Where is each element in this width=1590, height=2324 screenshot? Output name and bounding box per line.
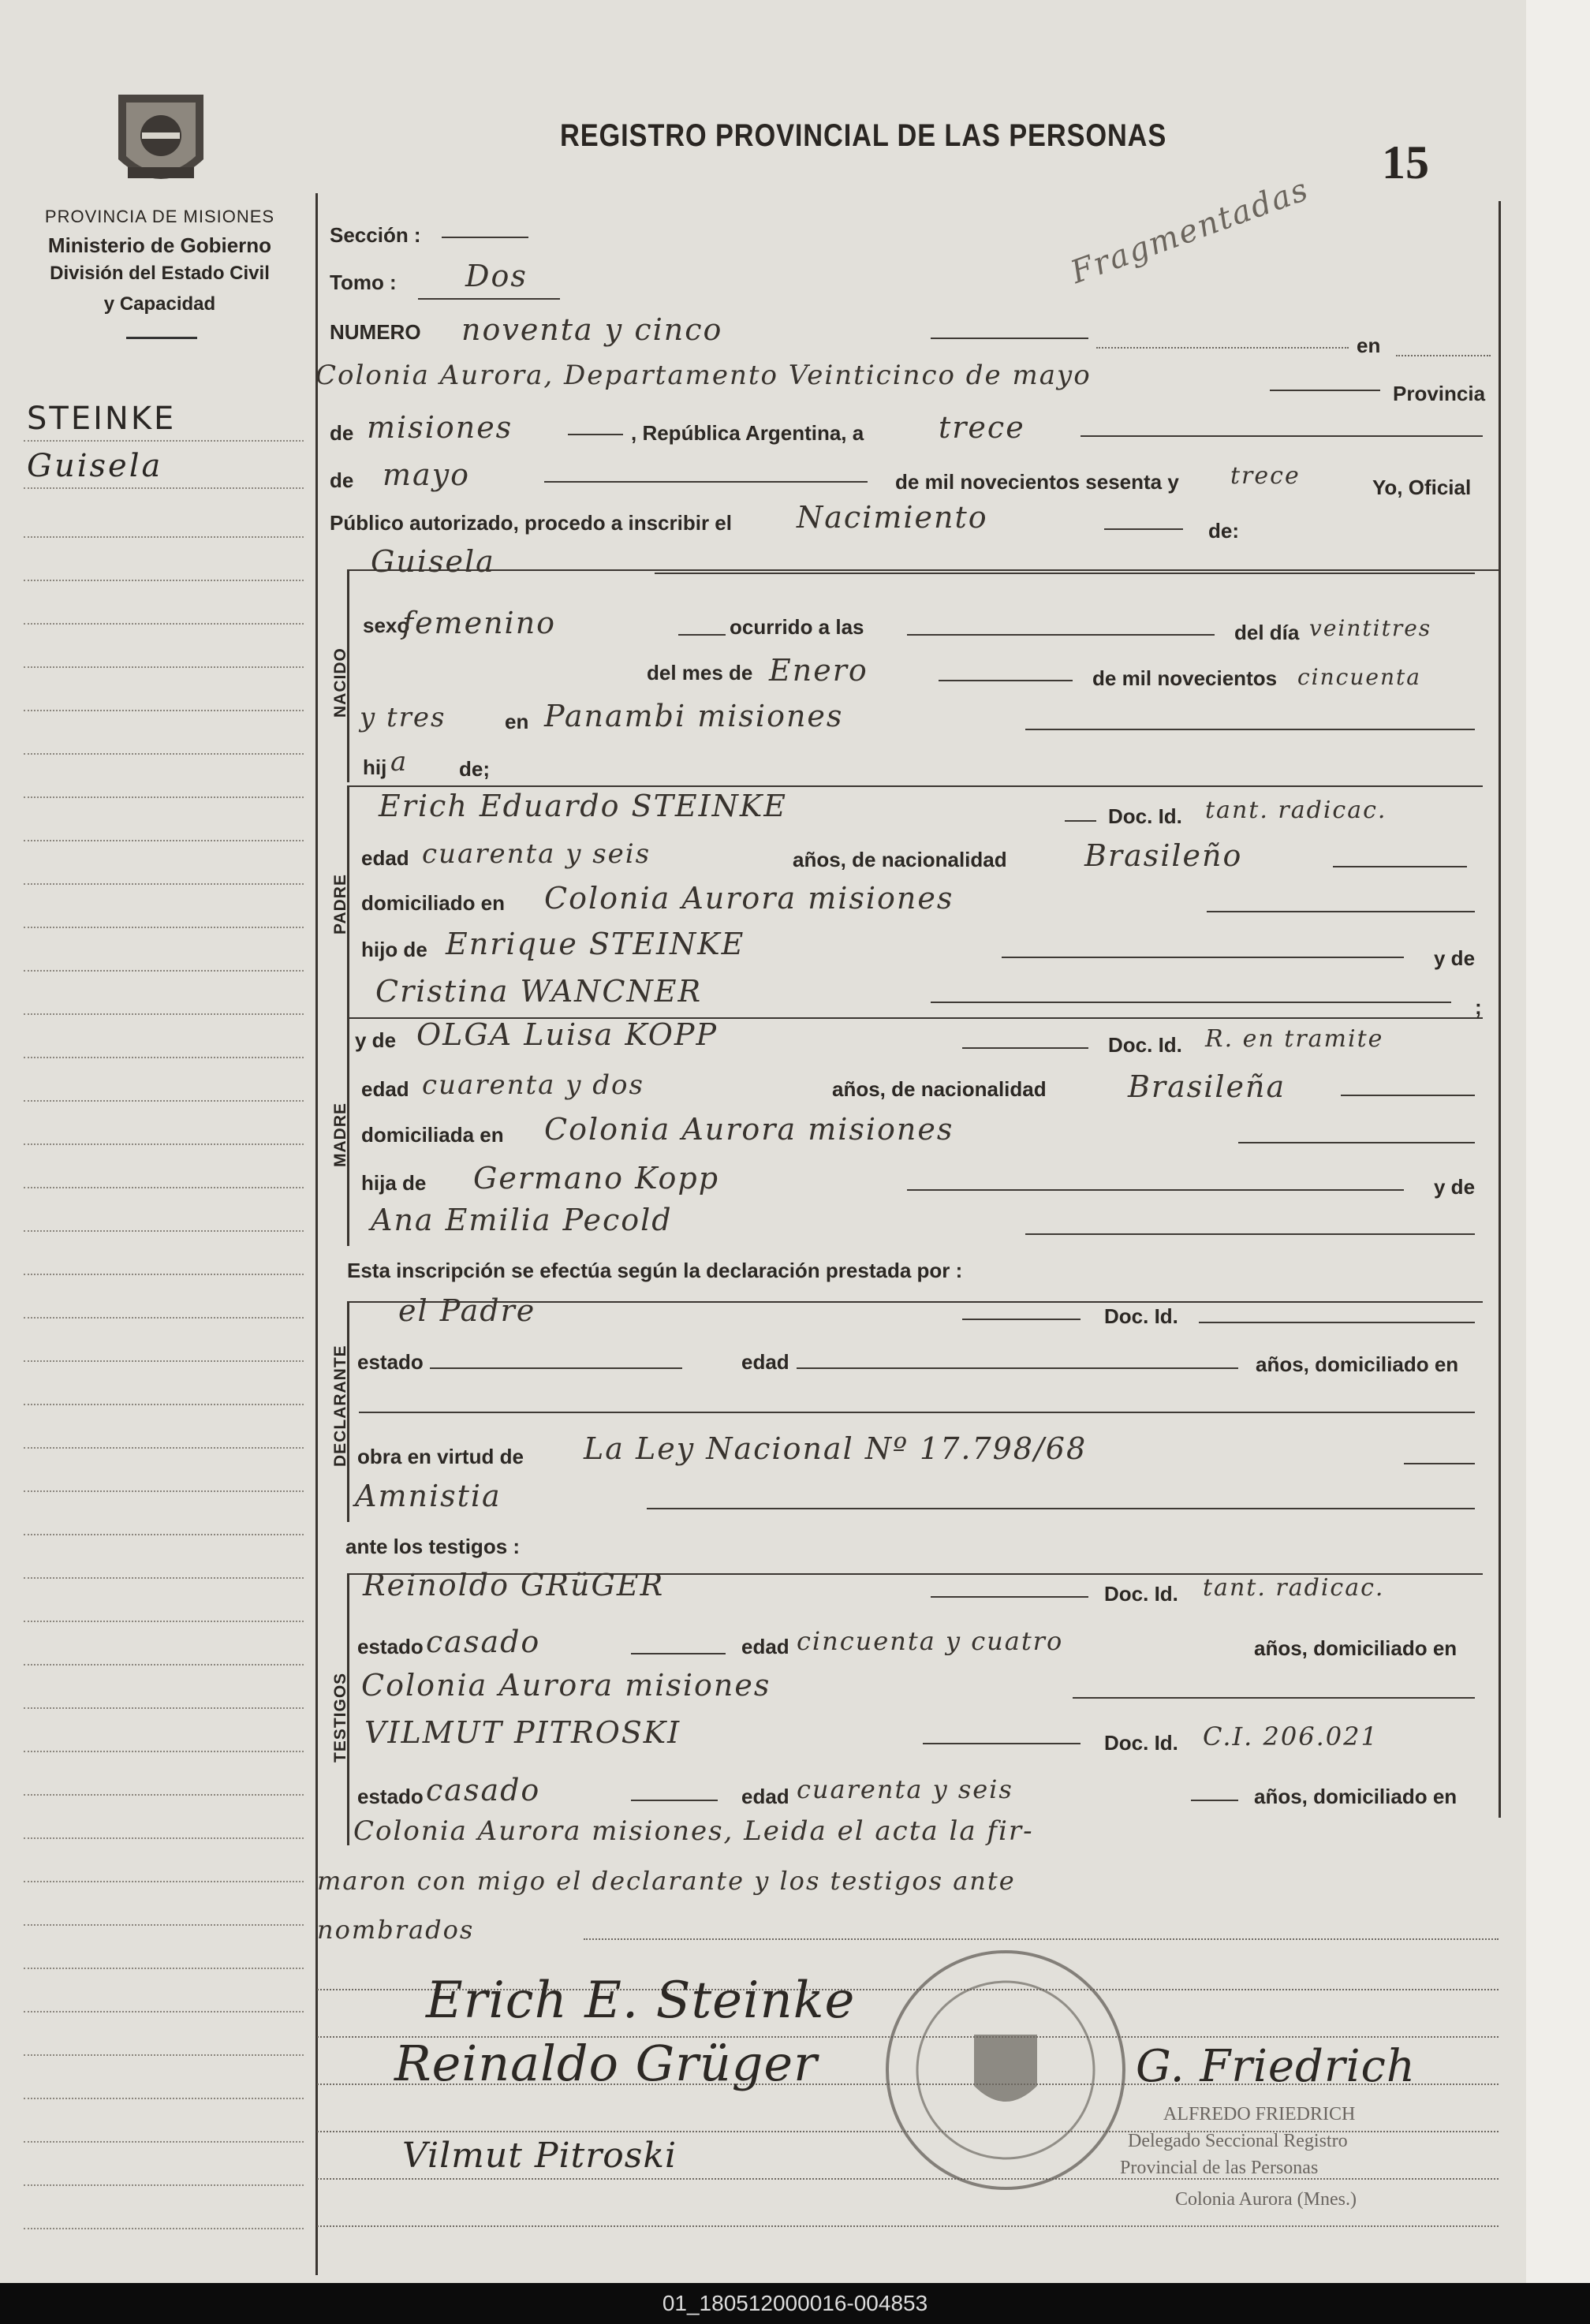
del-dia-label: del día bbox=[1234, 621, 1300, 644]
acto-value: Nacimiento bbox=[797, 500, 988, 535]
margin-line bbox=[24, 1447, 304, 1449]
seccion-line bbox=[442, 237, 528, 238]
padre-label: PADRE bbox=[331, 874, 349, 934]
margin-line bbox=[24, 2184, 304, 2186]
tomo-line bbox=[418, 298, 560, 300]
image-caption: 01_180512000016-004853 bbox=[662, 2291, 928, 2315]
en-dots bbox=[1396, 355, 1491, 356]
padre-nombre-dash bbox=[1065, 820, 1096, 822]
testigo2-estado-label: estado bbox=[357, 1785, 424, 1808]
margin-line bbox=[24, 2141, 304, 2143]
testigo2-edad: cuarenta y seis bbox=[797, 1774, 1013, 1804]
madre-label: MADRE bbox=[331, 1102, 349, 1167]
anio-nac-1: cincuenta bbox=[1297, 664, 1421, 690]
padre-nombre: Erich Eduardo STEINKE bbox=[379, 789, 788, 823]
margin-line bbox=[24, 1100, 304, 1102]
madre-edad: cuarenta y dos bbox=[422, 1069, 644, 1101]
provincial-emblem-icon bbox=[110, 88, 211, 199]
madre-madre: Ana Emilia Pecold bbox=[371, 1203, 673, 1237]
margin-line bbox=[24, 2228, 304, 2229]
cierre-line-3: nombrados bbox=[317, 1915, 475, 1945]
madre-nombre: OLGA Luisa KOPP bbox=[416, 1017, 718, 1052]
padre-madre: Cristina WANCNER bbox=[375, 974, 703, 1009]
lugar-dash bbox=[1270, 390, 1380, 391]
padre-dom-label: domiciliado en bbox=[361, 891, 506, 915]
ocurrido-label: ocurrido a las bbox=[730, 615, 864, 639]
padre-madre-line bbox=[931, 1002, 1451, 1003]
madre-nac-label: años, de nacionalidad bbox=[832, 1077, 1047, 1101]
dia-nac-value: veintitres bbox=[1309, 615, 1432, 641]
madre-madre-line bbox=[1025, 1233, 1475, 1235]
margin-divider bbox=[315, 193, 318, 2275]
margin-line bbox=[24, 1751, 304, 1752]
signature-3: G. Friedrich bbox=[1136, 2041, 1416, 2092]
margin-line bbox=[24, 1013, 304, 1015]
de-label: de bbox=[330, 421, 354, 445]
padre-hijo-label: hijo de bbox=[361, 938, 427, 961]
margin-line bbox=[24, 1404, 304, 1405]
testigo1-edad: cincuenta y cuatro bbox=[797, 1626, 1064, 1656]
authority-ministry: Ministerio de Gobierno bbox=[47, 233, 272, 257]
mes-line bbox=[544, 481, 868, 483]
margin-line bbox=[24, 1187, 304, 1188]
page-number: 15 bbox=[1382, 136, 1429, 188]
testigo1-nombre: Reinoldo GRüGER bbox=[363, 1568, 665, 1602]
margin-line bbox=[24, 1534, 304, 1535]
signature-dots bbox=[317, 2225, 1499, 2227]
hora-line bbox=[907, 634, 1215, 636]
provincia-label: Provincia bbox=[1393, 382, 1486, 405]
declarante-label: DECLARANTE bbox=[331, 1345, 349, 1467]
obra-label: obra en virtud de bbox=[357, 1445, 524, 1468]
margin-line bbox=[24, 536, 304, 538]
en-label: en bbox=[1357, 334, 1381, 357]
rule bbox=[347, 569, 1499, 571]
stamp-role: Delegado Seccional Registro bbox=[1128, 2131, 1348, 2151]
semicolon-label: ; bbox=[1475, 995, 1482, 1019]
nombre-value: Guisela bbox=[371, 544, 495, 579]
seccion-label: Sección : bbox=[330, 223, 421, 247]
nombre-line bbox=[655, 573, 1475, 574]
testigo2-doc: C.I. 206.021 bbox=[1203, 1722, 1379, 1751]
madre-domicilio: Colonia Aurora misiones bbox=[544, 1112, 954, 1147]
republica-label: , República Argentina, a bbox=[631, 421, 864, 445]
official-stamp-icon bbox=[875, 1940, 1136, 2200]
testigo2-estado: casado bbox=[426, 1773, 541, 1807]
authority-province: PROVINCIA DE MISIONES bbox=[44, 207, 275, 226]
anio-value: trece bbox=[1230, 462, 1301, 490]
testigo1-anos-label: años, domiciliado en bbox=[1254, 1636, 1458, 1660]
de-label-2: de bbox=[330, 468, 354, 492]
de-semicolon-label: de; bbox=[459, 757, 490, 781]
testigos-label: ante los testigos : bbox=[345, 1535, 521, 1558]
madre-nacionalidad: Brasileña bbox=[1128, 1069, 1286, 1104]
madre-dom-label: domiciliada en bbox=[361, 1123, 504, 1147]
dia-line bbox=[1081, 435, 1483, 437]
obra-line-2: Amnistia bbox=[355, 1479, 502, 1513]
margin-line bbox=[24, 440, 304, 442]
cierre-line-2: maron con migo el declarante y los testigos ante bbox=[317, 1866, 1016, 1896]
stamp-office: Provincial de las Personas bbox=[1120, 2158, 1319, 2178]
margin-line bbox=[24, 1274, 304, 1275]
padre-nac-label: años, de nacionalidad bbox=[793, 848, 1007, 871]
sexo-label: sexo bbox=[363, 614, 410, 637]
margin-line bbox=[24, 1707, 304, 1709]
madre-edad-label: edad bbox=[361, 1077, 409, 1101]
padre-doc: tant. radicac. bbox=[1205, 796, 1387, 824]
tomo-label: Tomo : bbox=[330, 270, 397, 294]
testigo1-doc-label: Doc. Id. bbox=[1104, 1582, 1178, 1606]
sexo-value: femenino bbox=[402, 606, 557, 640]
madre-yde-label: y de bbox=[355, 1028, 397, 1052]
hij-suffix: a bbox=[390, 746, 409, 778]
numero-label: NUMERO bbox=[330, 320, 421, 344]
madre-padre: Germano Kopp bbox=[473, 1161, 720, 1196]
margin-given-name: Guisela bbox=[27, 448, 163, 484]
obra-line-2-rule bbox=[647, 1508, 1475, 1509]
tomo-value: Dos bbox=[465, 259, 528, 293]
testigo1-domicilio: Colonia Aurora misiones bbox=[361, 1668, 771, 1703]
margin-line bbox=[24, 1621, 304, 1622]
lugar-nac-value: Panambi misiones bbox=[544, 699, 844, 733]
diagonal-note: Fragmentadas bbox=[1066, 171, 1314, 291]
mes-value: mayo bbox=[383, 457, 471, 492]
padre-nac-line bbox=[1333, 866, 1467, 867]
del-mes-label: del mes de bbox=[647, 661, 753, 685]
margin-line bbox=[24, 1360, 304, 1362]
margin-line bbox=[24, 623, 304, 625]
acto-dash bbox=[1104, 528, 1183, 530]
padre-nacionalidad: Brasileño bbox=[1084, 838, 1243, 873]
hij-label: hij bbox=[363, 755, 387, 779]
margin-line bbox=[24, 666, 304, 668]
declarante-dom-line bbox=[359, 1412, 1475, 1413]
signature-2: Reinaldo Grüger bbox=[394, 2035, 818, 2092]
declarante-anos-label: años, domiciliado en bbox=[1256, 1352, 1459, 1376]
declarante-doc-label: Doc. Id. bbox=[1104, 1304, 1178, 1328]
margin-line bbox=[24, 840, 304, 841]
margin-line bbox=[24, 2011, 304, 2013]
testigo2-doc-label: Doc. Id. bbox=[1104, 1731, 1178, 1755]
page-title: REGISTRO PROVINCIAL DE LAS PERSONAS bbox=[560, 118, 1167, 153]
margin-line bbox=[24, 1490, 304, 1492]
margin-line bbox=[24, 1577, 304, 1579]
anio-nac-2: y tres bbox=[360, 702, 446, 733]
numero-dots bbox=[1096, 347, 1349, 349]
numero-dash bbox=[931, 338, 1088, 339]
padre-dom-line bbox=[1207, 911, 1475, 912]
testigo2-estado-dash bbox=[631, 1800, 718, 1801]
testigo1-estado-label: estado bbox=[357, 1635, 424, 1658]
declarante-estado-line bbox=[430, 1367, 682, 1369]
madre-nombre-dash bbox=[962, 1047, 1088, 1049]
testigo2-anos-label: años, domiciliado en bbox=[1254, 1785, 1458, 1808]
padre-edad: cuarenta y seis bbox=[422, 838, 651, 870]
stamp-place: Colonia Aurora (Mnes.) bbox=[1175, 2189, 1357, 2210]
margin-line bbox=[24, 1837, 304, 1839]
margin-line bbox=[24, 753, 304, 755]
nacido-label: NACIDO bbox=[331, 647, 349, 718]
numero-value: noventa y cinco bbox=[461, 312, 723, 347]
stamp-name: ALFREDO FRIEDRICH bbox=[1163, 2104, 1356, 2124]
page-edge bbox=[1526, 0, 1590, 2283]
testigo2-edad-dash bbox=[1191, 1800, 1238, 1801]
margin-line bbox=[24, 580, 304, 581]
madre-doc-label: Doc. Id. bbox=[1108, 1033, 1182, 1057]
de-mil-label: de mil novecientos bbox=[1092, 666, 1278, 690]
signature-4: Vilmut Pitroski bbox=[402, 2136, 677, 2176]
margin-line bbox=[24, 970, 304, 972]
margin-line bbox=[24, 1968, 304, 1969]
margin-line bbox=[24, 927, 304, 928]
inscripcion-label: Esta inscripción se efectúa según la declaración prestada por : bbox=[347, 1259, 963, 1282]
testigo1-estado: casado bbox=[426, 1625, 541, 1659]
de-colon-label: de: bbox=[1208, 519, 1239, 543]
authority-divider bbox=[126, 337, 197, 339]
obra-dash bbox=[1404, 1463, 1475, 1464]
margin-line bbox=[24, 1664, 304, 1666]
testigo1-edad-label: edad bbox=[741, 1635, 789, 1658]
padre-edad-label: edad bbox=[361, 846, 409, 870]
margin-line bbox=[24, 796, 304, 798]
madre-padre-line bbox=[907, 1189, 1404, 1191]
authority-capacity: y Capacidad bbox=[103, 293, 216, 315]
right-frame bbox=[1499, 201, 1501, 1818]
declarante-edad-line bbox=[797, 1367, 1238, 1369]
margin-line bbox=[24, 1924, 304, 1926]
sexo-dash bbox=[678, 634, 726, 636]
obra-value: La Ley Nacional Nº 17.798/68 bbox=[584, 1431, 1088, 1466]
cierre-line-1: Colonia Aurora misiones, Leida el acta la fir- bbox=[353, 1815, 1034, 1847]
margin-line bbox=[24, 1143, 304, 1145]
declarante-nombre: el Padre bbox=[398, 1293, 536, 1328]
mes-nac-line bbox=[939, 680, 1073, 681]
testigo2-nombre: VILMUT PITROSKI bbox=[364, 1715, 681, 1750]
publico-label: Público autorizado, procedo a inscribir el bbox=[330, 511, 732, 535]
madre-hija-label: hija de bbox=[361, 1171, 427, 1195]
yo-oficial-label: Yo, Oficial bbox=[1372, 476, 1472, 499]
margin-line bbox=[24, 1881, 304, 1882]
margin-line bbox=[24, 1230, 304, 1232]
provincia-value: misiones bbox=[367, 410, 513, 445]
margin-line bbox=[24, 710, 304, 711]
margin-line bbox=[24, 1057, 304, 1058]
lugar-value: Colonia Aurora, Departamento Veinticinco de mayo bbox=[315, 360, 1092, 391]
testigo1-estado-dash bbox=[631, 1653, 726, 1654]
madre-nac-line bbox=[1341, 1095, 1475, 1096]
en-label-2: en bbox=[505, 710, 529, 733]
provincia-dash bbox=[568, 434, 623, 435]
margin-line bbox=[24, 883, 304, 885]
madre-dom-line bbox=[1238, 1142, 1475, 1143]
madre-y-de-label: y de bbox=[1434, 1175, 1476, 1199]
mes-nac-value: Enero bbox=[769, 653, 868, 688]
declarante-doc-line bbox=[1199, 1322, 1475, 1323]
padre-domicilio: Colonia Aurora misiones bbox=[544, 881, 954, 916]
sesenta-label: de mil novecientos sesenta y bbox=[895, 470, 1179, 494]
testigo1-doc: tant. radicac. bbox=[1203, 1574, 1385, 1602]
testigo1-dom-line bbox=[1073, 1697, 1475, 1699]
madre-doc: R. en tramite bbox=[1205, 1025, 1384, 1053]
margin-line bbox=[24, 2098, 304, 2099]
padre-padre: Enrique STEINKE bbox=[446, 927, 745, 961]
padre-padre-line bbox=[1002, 957, 1404, 958]
margin-surname: STEINKE bbox=[27, 401, 177, 437]
testigo2-edad-label: edad bbox=[741, 1785, 789, 1808]
testigo1-dash bbox=[931, 1596, 1088, 1598]
padre-y-de-label: y de bbox=[1434, 946, 1476, 970]
lugar-nac-line bbox=[1025, 729, 1475, 730]
margin-line bbox=[24, 487, 304, 489]
margin-line bbox=[24, 2054, 304, 2056]
authority-division: División del Estado Civil bbox=[50, 263, 270, 284]
rule bbox=[347, 785, 1483, 787]
dia-value: trece bbox=[939, 410, 1025, 445]
declarante-estado-label: estado bbox=[357, 1350, 424, 1374]
padre-doc-label: Doc. Id. bbox=[1108, 804, 1182, 828]
declarante-edad-label: edad bbox=[741, 1350, 789, 1374]
testigos-section-label: TESTIGOS bbox=[331, 1672, 349, 1763]
signature-1: Erich E. Steinke bbox=[426, 1971, 856, 2030]
margin-line bbox=[24, 1317, 304, 1319]
testigo2-dash bbox=[923, 1743, 1081, 1744]
declarante-dash bbox=[962, 1319, 1081, 1320]
margin-line bbox=[24, 1794, 304, 1796]
